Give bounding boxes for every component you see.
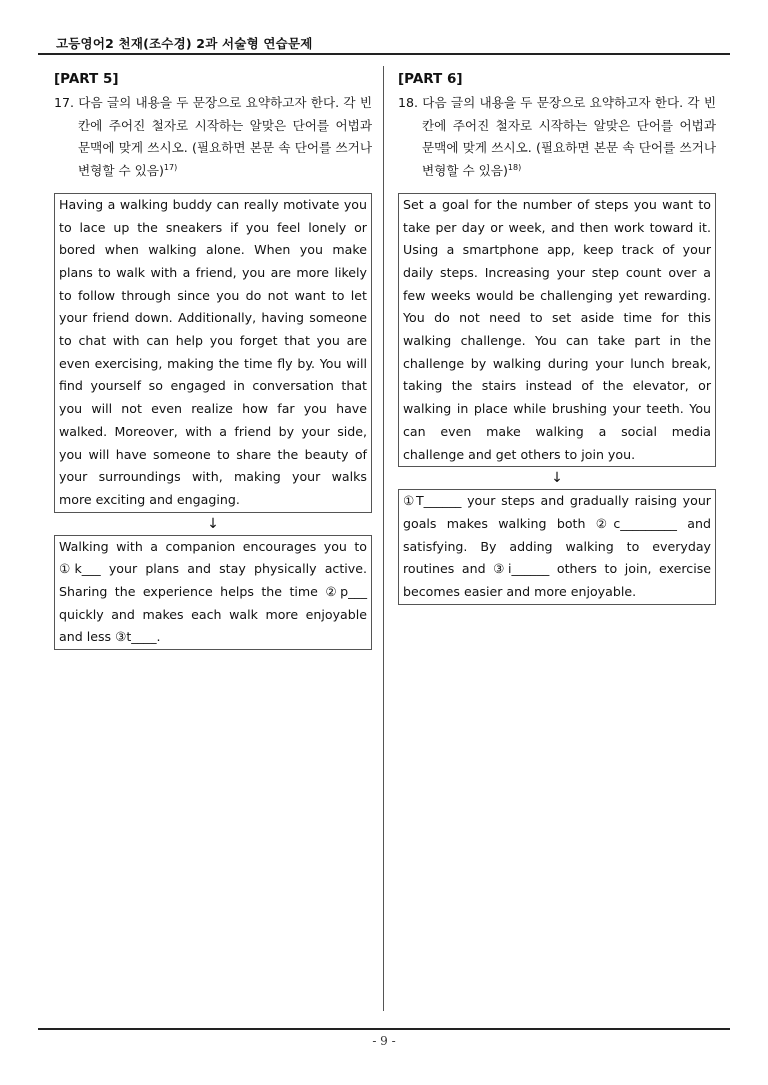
question-17	[54, 92, 372, 183]
down-arrow-icon: ↓	[551, 470, 563, 487]
column-divider	[383, 66, 384, 1011]
part-5-label: [PART 5]	[54, 71, 119, 87]
down-arrow-icon: ↓	[207, 515, 219, 532]
left-column	[54, 70, 372, 650]
question-17-text: 17. 다음 글의 내용을 두 문장으로 요약하고자 한다. 각 빈칸에 주어진 철자로 시작하는 알맞은 단어를 어법과 문맥에 맞게 쓰시오. (필요하면 본문 속 단어를 쓰거나 변형할 수 있음)	[54, 95, 372, 179]
footnote-18-marker: 18)	[507, 162, 522, 172]
question-17-passage: Having a walking buddy can really motivate you to lace up the sneakers if you feel lonely or bored when walking alone. When you make plans to walk with a friend, you are more likely to follow through since you do not want to let your friend down. Additionally, having someone to chat with can help you forget that you are even exercising, making the time fly by. You will find yourself so engaged in conversation that you will not even realize how far you have walked. Moreover, with a friend by your side, you will have someone to share the beauty of your surroundings with, making your walks more exciting and engaging.	[54, 193, 372, 513]
question-17-summary-box: Walking with a companion encourages you to ①k___ your plans and stay physically active. Sharing the experience helps the time ②p___ quickly and makes each walk more enjoyable and less ③t____.	[54, 535, 372, 651]
question-18	[398, 92, 716, 183]
right-column	[398, 70, 716, 605]
question-18-text: 18. 다음 글의 내용을 두 문장으로 요약하고자 한다. 각 빈칸에 주어진 철자로 시작하는 알맞은 단어를 어법과 문맥에 맞게 쓰시오. (필요하면 본문 속 단어를 쓰거나 변형할 수 있음)	[398, 95, 716, 179]
page-number: - 9 -	[372, 1034, 396, 1048]
footer-rule	[38, 1028, 730, 1030]
header-rule	[38, 53, 730, 55]
question-18-summary-box: ①T______ your steps and gradually raising your goals makes walking both ②c_________ and satisfying. By adding walking to everyday routines and ③i______ others to join, exercise becomes easier and more enjoyable.	[398, 489, 716, 605]
question-18-passage: Set a goal for the number of steps you want to take per day or week, and then work toward it. Using a smartphone app, keep track of your daily steps. Increasing your step count over a few weeks would be challenging yet rewarding. You do not need to set aside time for this walking challenge. You can take part in the challenge by walking during your lunch break, taking the stairs instead of the elevator, or walking in place while brushing your teeth. You can even make walking a social media challenge and get others to join you.	[398, 193, 716, 467]
footnote-17-marker: 17)	[163, 162, 178, 172]
part-6-label: [PART 6]	[398, 71, 463, 87]
document-header-title: 고등영어2 천재(조수경) 2과 서술형 연습문제	[56, 36, 313, 51]
